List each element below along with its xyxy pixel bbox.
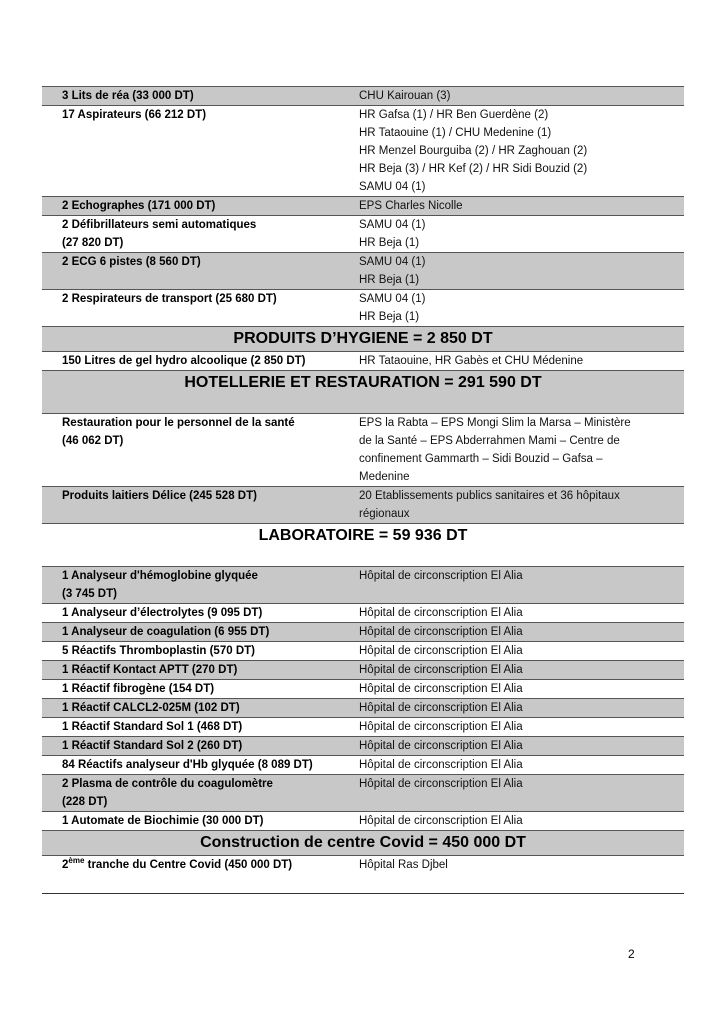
item-superscript: ème <box>68 856 85 866</box>
item-cell: 1 Analyseur d'hémoglobine glyquée (3 745 DT) <box>42 567 341 604</box>
hygiene-section <box>42 327 684 352</box>
table-row <box>42 487 684 524</box>
table-row <box>42 253 684 290</box>
table-row <box>42 567 684 604</box>
table-row <box>42 756 684 775</box>
distribution-table <box>42 86 684 874</box>
destination-cell: CHU Kairouan (3) <box>341 87 684 106</box>
destination-cell: Hôpital de circonscription El Alia <box>341 756 684 775</box>
item-cell: 1 Réactif fibrogène (154 DT) <box>42 680 341 699</box>
table-row <box>42 775 684 812</box>
destination-cell: Hôpital de circonscription El Alia <box>341 623 684 642</box>
item-cell: 2 Echographes (171 000 DT) <box>42 197 341 216</box>
item-cell: 17 Aspirateurs (66 212 DT) <box>42 106 341 197</box>
destination-cell: EPS Charles Nicolle <box>341 197 684 216</box>
table-row <box>42 856 684 875</box>
destination-cell: Hôpital de circonscription El Alia <box>341 604 684 623</box>
item-cell: Restauration pour le personnel de la santé (46 062 DT) <box>42 414 341 487</box>
destination-cell: Hôpital de circonscription El Alia <box>341 737 684 756</box>
item-cell: 1 Analyseur de coagulation (6 955 DT) <box>42 623 341 642</box>
destination-cell: SAMU 04 (1) HR Beja (1) <box>341 253 684 290</box>
destination-cell: Hôpital de circonscription El Alia <box>341 699 684 718</box>
covid-section <box>42 831 684 875</box>
section-header-covid <box>42 831 684 856</box>
destination-cell: Hôpital Ras Djbel <box>341 856 684 875</box>
item-cell: 1 Réactif Standard Sol 1 (468 DT) <box>42 718 341 737</box>
destination-cell: Hôpital de circonscription El Alia <box>341 775 684 812</box>
destination-cell: 20 Etablissements publics sanitaires et 36 hôpitaux régionaux <box>341 487 684 524</box>
equipment-rows <box>42 87 684 327</box>
table-row <box>42 812 684 831</box>
item-cell: 2 Respirateurs de transport (25 680 DT) <box>42 290 341 327</box>
item-cell: 1 Réactif Kontact APTT (270 DT) <box>42 661 341 680</box>
hotellerie-section <box>42 371 684 414</box>
laboratoire-rows <box>42 567 684 831</box>
destination-cell: HR Gafsa (1) / HR Ben Guerdène (2) HR Tataouine (1) / CHU Medenine (1) HR Menzel Bourguiba (2) / HR Zaghouan (2) HR Beja (3) / HR Kef (2) / HR Sidi Bouzid (2) SAMU 04 (1) <box>341 106 684 197</box>
table-row <box>42 604 684 623</box>
destination-cell: SAMU 04 (1) HR Beja (1) <box>341 290 684 327</box>
destination-cell: Hôpital de circonscription El Alia <box>341 642 684 661</box>
table-row <box>42 737 684 756</box>
section-header-hygiene <box>42 327 684 352</box>
table-row <box>42 87 684 106</box>
item-cell: 84 Réactifs analyseur d'Hb glyquée (8 089 DT) <box>42 756 341 775</box>
section-title-hygiene: PRODUITS D’HYGIENE = 2 850 DT <box>42 327 684 352</box>
item-cell: 3 Lits de réa (33 000 DT) <box>42 87 341 106</box>
destination-cell: EPS la Rabta – EPS Mongi Slim la Marsa – Ministère de la Santé – EPS Abderrahmen Mami – Centre de confinement Gammarth – Sidi Bouzid – Gafsa – Medenine <box>341 414 684 487</box>
table-row <box>42 106 684 197</box>
destination-cell: Hôpital de circonscription El Alia <box>341 680 684 699</box>
table-row <box>42 352 684 371</box>
section-title-covid: Construction de centre Covid = 450 000 DT <box>42 831 684 856</box>
table-row <box>42 414 684 487</box>
bottom-rule <box>42 893 684 894</box>
destination-cell: Hôpital de circonscription El Alia <box>341 812 684 831</box>
table-row <box>42 661 684 680</box>
laboratoire-section <box>42 524 684 567</box>
destination-cell: Hôpital de circonscription El Alia <box>341 661 684 680</box>
item-cell: 5 Réactifs Thromboplastin (570 DT) <box>42 642 341 661</box>
page-number: 2 <box>628 947 635 961</box>
section-header-laboratoire <box>42 524 684 567</box>
item-text: tranche du Centre Covid (450 000 DT) <box>84 859 293 871</box>
item-number: 2 <box>62 859 69 871</box>
table-row <box>42 680 684 699</box>
item-cell: Produits laitiers Délice (245 528 DT) <box>42 487 341 524</box>
table-row <box>42 623 684 642</box>
item-cell: 150 Litres de gel hydro alcoolique (2 850 DT) <box>42 352 341 371</box>
table-row <box>42 642 684 661</box>
destination-cell: Hôpital de circonscription El Alia <box>341 567 684 604</box>
item-cell <box>42 856 341 875</box>
section-title-laboratoire: LABORATOIRE = 59 936 DT <box>42 524 684 567</box>
section-header-hotellerie <box>42 371 684 414</box>
hygiene-rows <box>42 352 684 371</box>
item-cell: 1 Analyseur d’électrolytes (9 095 DT) <box>42 604 341 623</box>
item-cell: 2 ECG 6 pistes (8 560 DT) <box>42 253 341 290</box>
item-cell: 2 Plasma de contrôle du coagulomètre (228 DT) <box>42 775 341 812</box>
item-cell: 1 Réactif Standard Sol 2 (260 DT) <box>42 737 341 756</box>
item-cell: 1 Automate de Biochimie (30 000 DT) <box>42 812 341 831</box>
destination-cell: SAMU 04 (1) HR Beja (1) <box>341 216 684 253</box>
table-row <box>42 216 684 253</box>
table-row <box>42 699 684 718</box>
table-row <box>42 197 684 216</box>
table-row <box>42 290 684 327</box>
hotellerie-rows <box>42 414 684 524</box>
destination-cell: Hôpital de circonscription El Alia <box>341 718 684 737</box>
item-cell: 1 Réactif CALCL2-025M (102 DT) <box>42 699 341 718</box>
section-title-hotellerie: HOTELLERIE ET RESTAURATION = 291 590 DT <box>42 371 684 414</box>
table-row <box>42 718 684 737</box>
destination-cell: HR Tataouine, HR Gabès et CHU Médenine <box>341 352 684 371</box>
item-cell: 2 Défibrillateurs semi automatiques (27 820 DT) <box>42 216 341 253</box>
